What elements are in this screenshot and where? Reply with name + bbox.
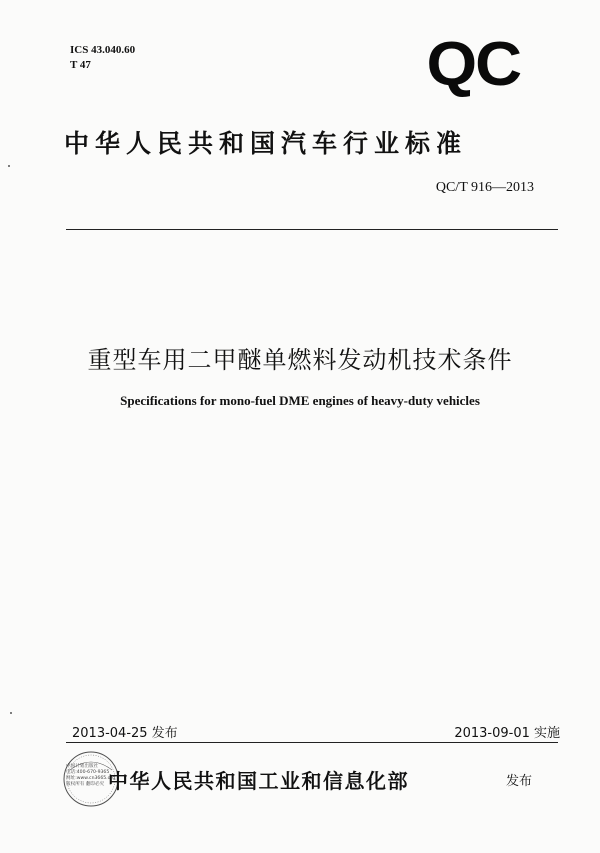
scan-speck — [8, 165, 10, 167]
header-divider — [66, 229, 558, 230]
qc-logo: QC — [426, 30, 520, 99]
stamp-line: 电话:400-670-9365 — [66, 770, 110, 775]
classification-code: T 47 — [70, 59, 91, 71]
stamp-line: 版权所有 翻印必究 — [66, 782, 105, 787]
scan-speck — [10, 712, 12, 714]
standard-title: 中华人民共和国汽车行业标准 — [64, 129, 468, 158]
issue-label: 发布 — [506, 774, 533, 789]
standard-number: QC/T 916—2013 — [435, 180, 534, 195]
footer-divider — [66, 742, 558, 743]
document-title: 重型车用二甲醚单燃料发动机技术条件 — [87, 346, 513, 374]
ics-code: ICS 43.040.60 — [70, 44, 136, 56]
document-subtitle: Specifications for mono-fuel DME engines of heavy-duty vehicles — [120, 393, 480, 408]
issuing-authority: 中华人民共和国工业和信息化部 — [108, 769, 409, 793]
stamp-line: 网址:www.cn3665.org — [66, 776, 116, 781]
stamp-line: 中国计划出版社 — [66, 764, 99, 769]
implement-date: 2013-09-01 实施 — [454, 726, 560, 741]
publish-date: 2013-04-25 发布 — [72, 726, 178, 741]
